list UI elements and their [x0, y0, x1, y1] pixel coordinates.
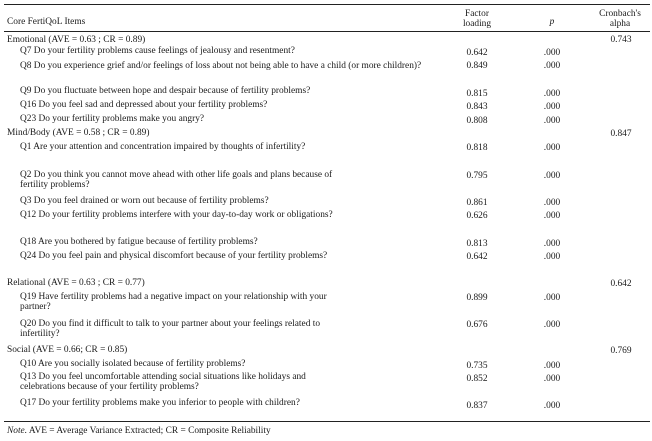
header-p: p — [549, 17, 555, 27]
item-loading: 0.626 — [466, 211, 488, 221]
item-p: .000 — [543, 89, 561, 99]
item-p: .000 — [543, 293, 561, 303]
item-p: .000 — [543, 171, 561, 181]
item-p: .000 — [543, 239, 561, 249]
item-p: .000 — [543, 252, 561, 262]
item-p: .000 — [543, 143, 561, 153]
item-loading: 0.899 — [466, 293, 488, 303]
item-loading: 0.795 — [466, 171, 488, 181]
header-loading-line2: loading — [462, 19, 492, 29]
section-label-social: Social (AVE = 0.66; CR = 0.85) — [7, 345, 128, 355]
header-loading-line1: Factor — [465, 9, 489, 19]
item-loading: 0.849 — [466, 61, 488, 71]
section-alpha-relational: 0.642 — [610, 279, 632, 289]
item-loading: 0.815 — [466, 89, 488, 99]
item-p: .000 — [543, 102, 561, 112]
item-loading: 0.837 — [466, 401, 488, 411]
item-p: .000 — [543, 401, 561, 411]
item-loading: 0.843 — [466, 102, 488, 112]
item-text: Q2 Do you think you cannot move ahead with other life goals and plans because of fertility problems? — [20, 170, 333, 190]
item-loading: 0.861 — [466, 198, 488, 208]
item-p: .000 — [543, 61, 561, 71]
item-loading: 0.808 — [466, 116, 488, 126]
item-p: .000 — [543, 374, 561, 384]
item-loading: 0.813 — [466, 239, 488, 249]
item-loading: 0.735 — [466, 361, 488, 371]
header-alpha-line1: Cronbach's — [599, 9, 641, 19]
item-text: Q1 Are your attention and concentration impaired by thoughts of infertility? — [20, 142, 306, 152]
note-text: AVE = Average Variance Extracted; CR = Composite Reliability — [27, 426, 271, 436]
item-text: Q7 Do your fertility problems cause feelings of jealousy and resentment? — [20, 46, 295, 56]
item-text: Q23 Do your fertility problems make you angry? — [20, 114, 205, 124]
header-alpha-line2: alpha — [609, 19, 631, 29]
item-text: Q18 Are you bothered by fatigue because of fertility problems? — [20, 237, 258, 247]
item-p: .000 — [543, 320, 561, 330]
item-loading: 0.642 — [466, 252, 488, 262]
section-alpha-emotional: 0.743 — [610, 35, 632, 45]
section-alpha-mind-body: 0.847 — [610, 129, 632, 139]
item-p: .000 — [543, 361, 561, 371]
item-text: Q12 Do your fertility problems interfere with your day-to-day work or obligations? — [20, 210, 333, 220]
item-text: Q10 Are you socially isolated because of fertility problems? — [20, 359, 246, 369]
header-alpha — [590, 9, 650, 29]
item-p: .000 — [543, 211, 561, 221]
item-loading: 0.852 — [466, 374, 488, 384]
section-alpha-social: 0.769 — [610, 346, 632, 356]
item-loading: 0.642 — [466, 48, 488, 58]
note-label: Note. — [7, 426, 28, 436]
item-loading: 0.818 — [466, 143, 488, 153]
item-text: Q13 Do you feel uncomfortable attending social situations like holidays and celebrations because of your fertility problems? — [20, 372, 306, 392]
item-text: Q19 Have fertility problems had a negative impact on your relationship with your partner? — [20, 292, 327, 312]
header-rule — [4, 31, 650, 32]
item-text: Q9 Do you fluctuate between hope and despair because of fertility problems? — [20, 86, 311, 96]
top-rule — [4, 4, 650, 5]
item-p: .000 — [543, 116, 561, 126]
section-label-relational: Relational (AVE = 0.63 ; CR = 0.77) — [7, 278, 145, 288]
section-label-emotional: Emotional (AVE = 0.63 ; CR = 0.89) — [7, 35, 146, 45]
item-text: Q16 Do you feel sad and depressed about your fertility problems? — [20, 100, 268, 110]
item-text: Q3 Do you feel drained or worn out because of fertility problems? — [20, 196, 269, 206]
table-note — [7, 426, 271, 436]
item-text: Q24 Do you feel pain and physical discomfort because of your fertility problems? — [20, 251, 328, 261]
section-label-mind-body: Mind/Body (AVE = 0.58 ; CR = 0.89) — [7, 128, 150, 138]
item-text: Q20 Do you find it difficult to talk to your partner about your feelings related to infertility? — [20, 319, 321, 339]
header-loading — [456, 9, 498, 29]
item-p: .000 — [543, 48, 561, 58]
item-text: Q17 Do your fertility problems make you inferior to people with children? — [20, 398, 300, 408]
header-items: Core FertiQoL Items — [7, 17, 86, 27]
item-loading: 0.676 — [466, 320, 488, 330]
item-p: .000 — [543, 198, 561, 208]
item-text: Q8 Do you experience grief and/or feelings of loss about not being able to have a child (or more children)? — [20, 61, 422, 71]
bottom-rule — [4, 421, 650, 422]
